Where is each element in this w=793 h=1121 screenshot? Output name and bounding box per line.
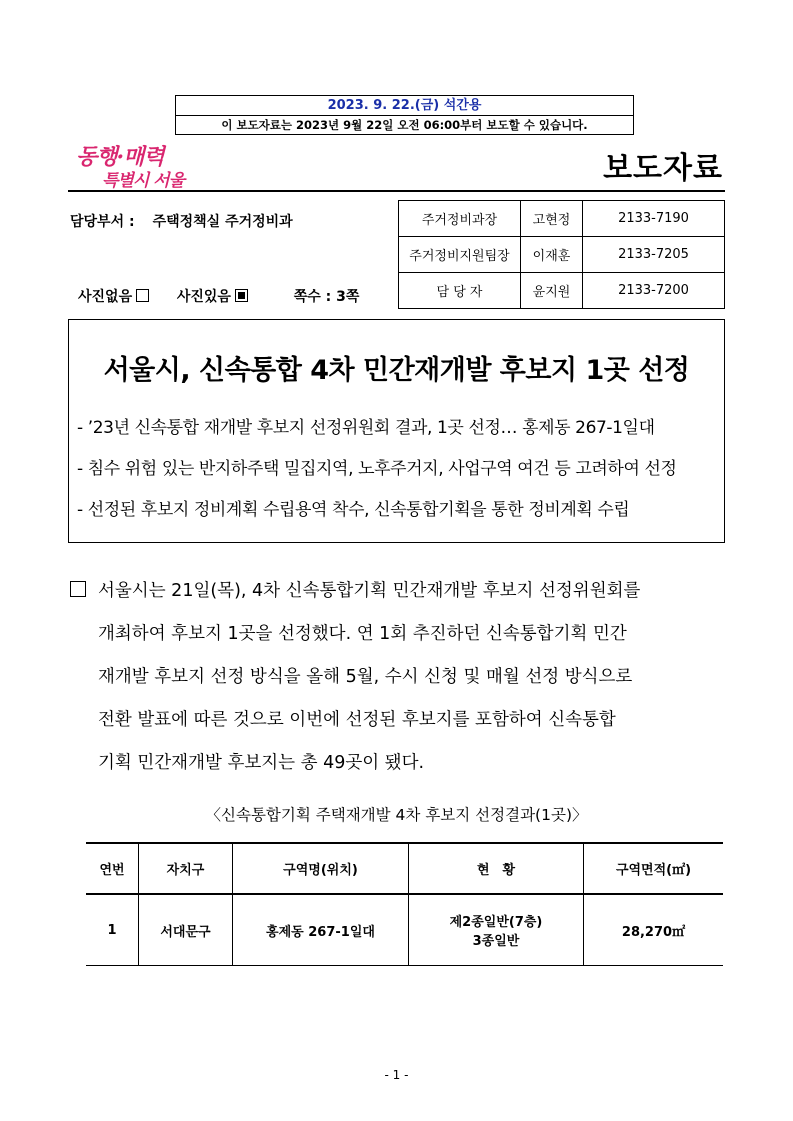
contact-row (399, 273, 725, 309)
contact-phone: 2133-7200 (583, 273, 725, 309)
column-header: 자치구 (139, 843, 233, 894)
logo-line2: 특별시 서울 (102, 171, 185, 191)
document-type-title: 보도자료 (603, 151, 723, 186)
table-caption: 〈신속통합기획 주택재개발 4차 후보지 선정결과(1곳)〉 (205, 806, 588, 824)
embargo-date: 2023. 9. 22.(금) 석간용 (176, 96, 633, 116)
cell-status (409, 894, 584, 966)
embargo-box (175, 95, 634, 135)
embargo-notice: 이 보도자료는 2023년 9월 22일 오전 06:00부터 보도할 수 있습니다. (221, 118, 588, 132)
contact-row (399, 237, 725, 273)
paragraph-line (70, 577, 640, 602)
page-number: - 1 - (384, 1068, 409, 1082)
cell-no: 1 (86, 894, 139, 966)
status-line2: 3종일반 (472, 934, 520, 949)
contact-phone: 2133-7190 (583, 201, 725, 237)
contact-role: 담 당 자 (399, 273, 521, 309)
logo-line1: 동행·매력 (76, 144, 164, 170)
pages-label: 쪽수 : (293, 289, 332, 305)
contacts-table (398, 200, 725, 309)
headline: 서울시, 신속통합 4차 민간재개발 후보지 1곳 선정 (103, 355, 690, 386)
cell-area-name: 홍제동 267-1일대 (233, 894, 409, 966)
column-header: 연번 (86, 843, 139, 894)
contact-name: 윤지원 (521, 273, 583, 309)
contact-row (399, 201, 725, 237)
photo-included-checkbox (235, 289, 248, 302)
cell-district: 서대문구 (139, 894, 233, 966)
contact-name: 이재훈 (521, 237, 583, 273)
contact-role: 주거정비과장 (399, 201, 521, 237)
department-line (70, 211, 293, 231)
contact-role: 주거정비지원팀장 (399, 237, 521, 273)
column-header: 현 황 (409, 843, 584, 894)
seoul-logo (76, 140, 206, 190)
paragraph-line: 기획 민간재개발 후보지는 총 49곳이 됐다. (98, 753, 425, 773)
photo-included-label: 사진있음 (176, 289, 231, 305)
photo-none-checkbox (136, 289, 149, 302)
column-header: 구역명(위치) (233, 843, 409, 894)
subhead: - 침수 위험 있는 반지하주택 밀집지역, 노후주거지, 사업구역 여건 등 고려하여 선정 (77, 459, 677, 479)
paragraph-line: 재개발 후보지 선정 방식을 올해 5월, 수시 신청 및 매월 선정 방식으로 (98, 667, 633, 687)
status-line1: 제2종일반(7층) (449, 915, 543, 930)
paragraph-line: 전환 발표에 따른 것으로 이번에 선정된 후보지를 포함하여 신속통합 (98, 710, 616, 730)
paragraph-text: 서울시는 21일(목), 4차 신속통합기획 민간재개발 후보지 선정위원회를 (98, 581, 641, 601)
subhead: - 선정된 후보지 정비계획 수립용역 착수, 신속통합기획을 통한 정비계획 수립 (77, 500, 630, 520)
paragraph-line: 개최하여 후보지 1곳을 선정했다. 연 1회 추진하던 신속통합기획 민간 (98, 624, 627, 644)
contact-name: 고현정 (521, 201, 583, 237)
contact-phone: 2133-7205 (583, 237, 725, 273)
column-header: 구역면적(㎡) (584, 843, 724, 894)
pages-value: 3쪽 (336, 289, 360, 305)
photo-pages-line (78, 286, 359, 306)
department-value: 주택정책실 주거정비과 (152, 214, 293, 230)
header-divider (68, 190, 725, 192)
table-header-row (86, 843, 723, 894)
headline-box (68, 319, 725, 543)
subhead: - ’23년 신속통합 재개발 후보지 선정위원회 결과, 1곳 선정… 홍제동 267-1일대 (77, 418, 655, 438)
table-row (86, 894, 723, 966)
department-label: 담당부서 : (70, 214, 135, 230)
cell-size: 28,270㎡ (584, 894, 724, 966)
bullet-box-icon (70, 581, 86, 597)
photo-none-label: 사진없음 (78, 289, 133, 305)
results-table (86, 842, 723, 966)
